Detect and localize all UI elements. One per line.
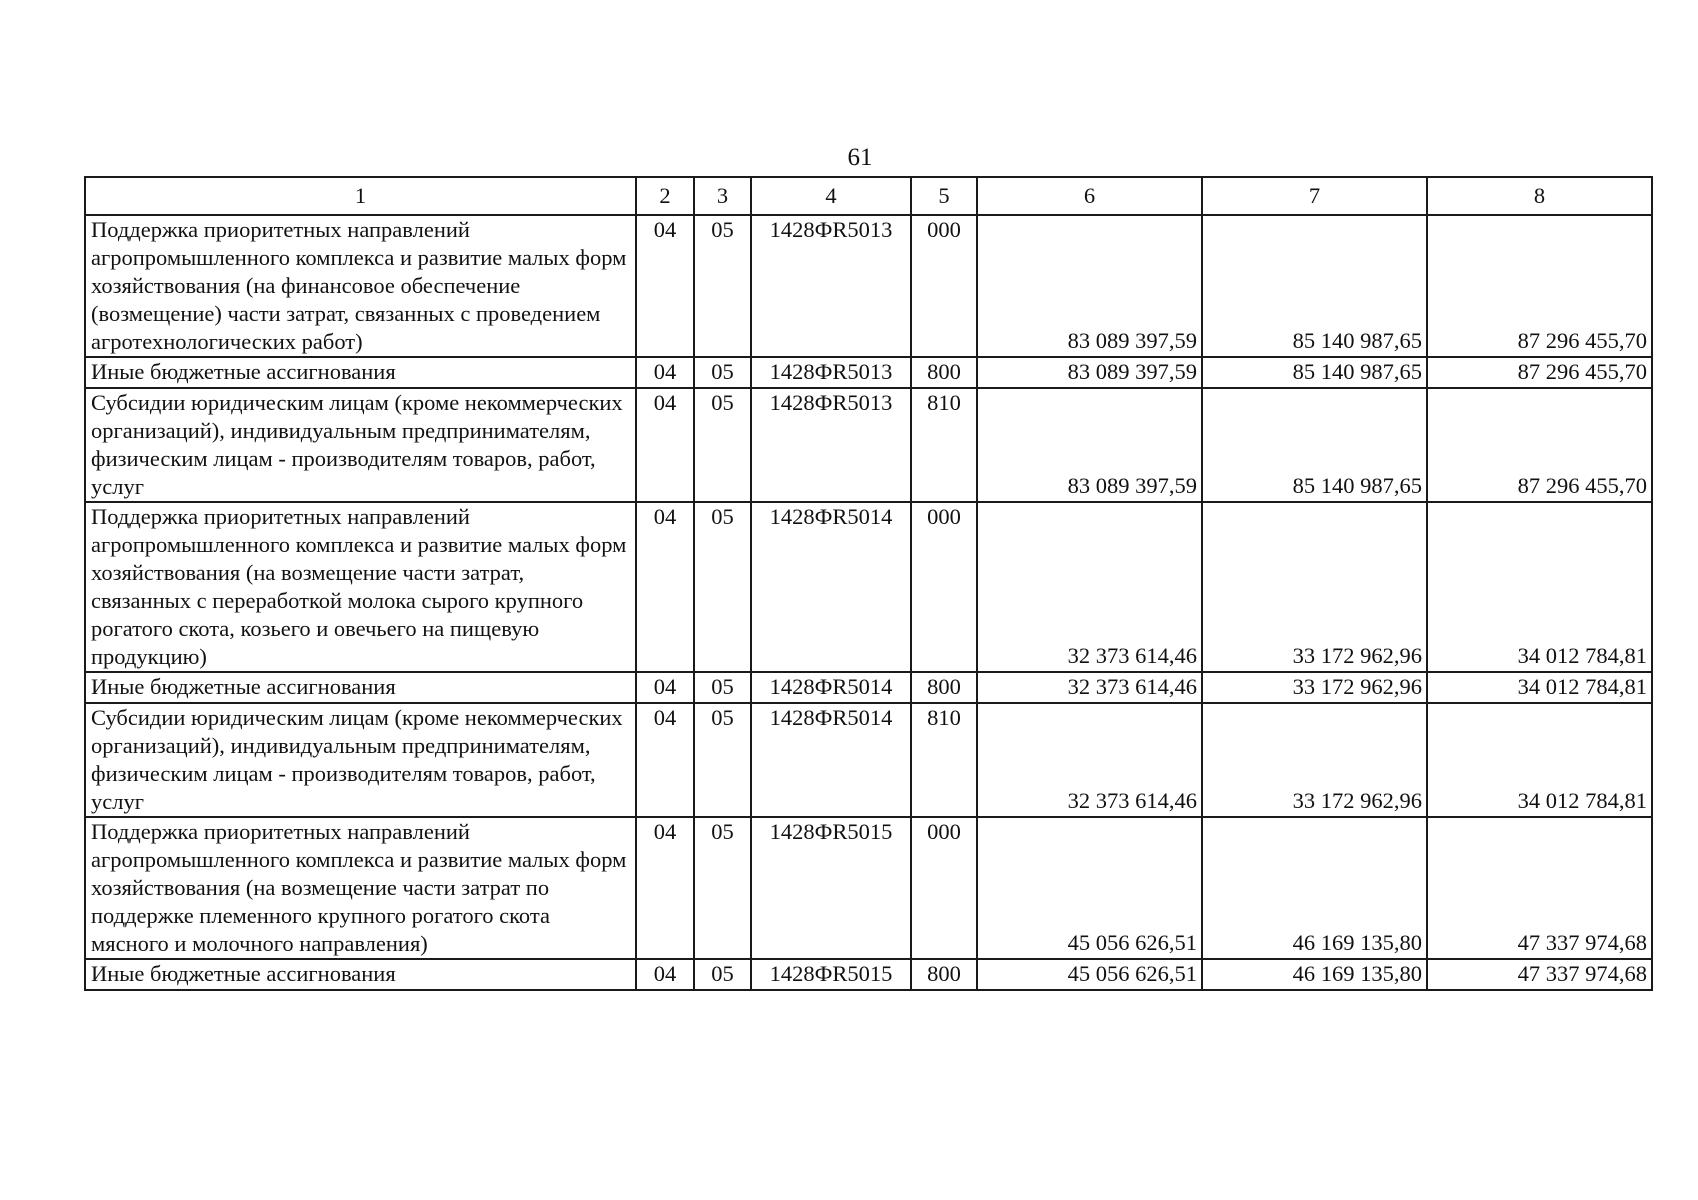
table-row [85, 672, 1652, 703]
row-expense-type-code: 800 [911, 959, 977, 990]
row-expense-type-code: 810 [911, 388, 977, 502]
row-amount-year2: 33 172 962,96 [1202, 703, 1427, 817]
row-amount-year2: 85 140 987,65 [1202, 357, 1427, 388]
table-row [85, 357, 1652, 388]
row-target-article-code: 1428ФR5014 [751, 502, 911, 672]
row-section-code: 04 [636, 215, 694, 357]
row-name: Субсидии юридическим лицам (кроме некоммерческих организаций), индивидуальным предпринимателям, физическим лицам - производителям товаров, работ, услуг [85, 703, 636, 817]
table-row [85, 388, 1652, 502]
row-target-article-code: 1428ФR5014 [751, 672, 911, 703]
page-number: 61 [847, 144, 873, 171]
row-target-article-code: 1428ФR5013 [751, 357, 911, 388]
row-amount-year1: 32 373 614,46 [977, 502, 1202, 672]
row-name: Субсидии юридическим лицам (кроме некоммерческих организаций), индивидуальным предпринимателям, физическим лицам - производителям товаров, работ, услуг [85, 388, 636, 502]
row-amount-year3: 47 337 974,68 [1427, 817, 1652, 959]
row-section-code: 04 [636, 672, 694, 703]
row-name: Иные бюджетные ассигнования [85, 672, 636, 703]
row-amount-year1: 83 089 397,59 [977, 357, 1202, 388]
column-header: 4 [751, 177, 911, 215]
row-target-article-code: 1428ФR5015 [751, 817, 911, 959]
row-expense-type-code: 000 [911, 215, 977, 357]
row-amount-year2: 46 169 135,80 [1202, 817, 1427, 959]
row-section-code: 04 [636, 502, 694, 672]
row-subsection-code: 05 [694, 357, 751, 388]
row-name: Поддержка приоритетных направлений агропромышленного комплекса и развитие малых форм хозяйствования (на возмещение части затрат, связанных с переработкой молока сырого крупного рогатого скота, козьего и овечьего на пищевую продукцию) [85, 502, 636, 672]
row-subsection-code: 05 [694, 215, 751, 357]
table-header-row [85, 177, 1652, 215]
table-row [85, 215, 1652, 357]
column-header: 1 [85, 177, 636, 215]
column-header: 7 [1202, 177, 1427, 215]
table-row [85, 502, 1652, 672]
row-subsection-code: 05 [694, 502, 751, 672]
column-header: 5 [911, 177, 977, 215]
row-expense-type-code: 000 [911, 817, 977, 959]
row-amount-year3: 47 337 974,68 [1427, 959, 1652, 990]
row-amount-year1: 32 373 614,46 [977, 672, 1202, 703]
row-amount-year3: 34 012 784,81 [1427, 672, 1652, 703]
row-target-article-code: 1428ФR5014 [751, 703, 911, 817]
row-amount-year3: 87 296 455,70 [1427, 388, 1652, 502]
row-amount-year2: 85 140 987,65 [1202, 215, 1427, 357]
table-row [85, 959, 1652, 990]
row-expense-type-code: 800 [911, 357, 977, 388]
row-expense-type-code: 000 [911, 502, 977, 672]
column-header: 2 [636, 177, 694, 215]
row-amount-year1: 83 089 397,59 [977, 388, 1202, 502]
row-amount-year2: 85 140 987,65 [1202, 388, 1427, 502]
row-amount-year2: 46 169 135,80 [1202, 959, 1427, 990]
row-section-code: 04 [636, 388, 694, 502]
table-row [85, 817, 1652, 959]
row-name: Поддержка приоритетных направлений агропромышленного комплекса и развитие малых форм хозяйствования (на возмещение части затрат по поддержке племенного крупного рогатого скота мясного и молочного направления) [85, 817, 636, 959]
budget-table [84, 176, 1653, 991]
row-expense-type-code: 810 [911, 703, 977, 817]
row-amount-year1: 45 056 626,51 [977, 817, 1202, 959]
row-section-code: 04 [636, 703, 694, 817]
row-subsection-code: 05 [694, 672, 751, 703]
row-section-code: 04 [636, 959, 694, 990]
column-header: 8 [1427, 177, 1652, 215]
row-amount-year1: 83 089 397,59 [977, 215, 1202, 357]
table-row [85, 703, 1652, 817]
row-target-article-code: 1428ФR5013 [751, 215, 911, 357]
row-name: Иные бюджетные ассигнования [85, 357, 636, 388]
row-amount-year3: 87 296 455,70 [1427, 357, 1652, 388]
column-header: 6 [977, 177, 1202, 215]
row-expense-type-code: 800 [911, 672, 977, 703]
row-amount-year3: 34 012 784,81 [1427, 502, 1652, 672]
column-header: 3 [694, 177, 751, 215]
row-subsection-code: 05 [694, 959, 751, 990]
row-amount-year1: 45 056 626,51 [977, 959, 1202, 990]
row-target-article-code: 1428ФR5013 [751, 388, 911, 502]
row-subsection-code: 05 [694, 388, 751, 502]
row-name: Иные бюджетные ассигнования [85, 959, 636, 990]
row-subsection-code: 05 [694, 703, 751, 817]
row-section-code: 04 [636, 817, 694, 959]
row-amount-year2: 33 172 962,96 [1202, 502, 1427, 672]
row-amount-year1: 32 373 614,46 [977, 703, 1202, 817]
row-subsection-code: 05 [694, 817, 751, 959]
row-amount-year3: 34 012 784,81 [1427, 703, 1652, 817]
row-amount-year2: 33 172 962,96 [1202, 672, 1427, 703]
row-section-code: 04 [636, 357, 694, 388]
row-target-article-code: 1428ФR5015 [751, 959, 911, 990]
row-name: Поддержка приоритетных направлений агропромышленного комплекса и развитие малых форм хозяйствования (на финансовое обеспечение (возмещение) части затрат, связанных с проведением агротехнологических работ) [85, 215, 636, 357]
row-amount-year3: 87 296 455,70 [1427, 215, 1652, 357]
